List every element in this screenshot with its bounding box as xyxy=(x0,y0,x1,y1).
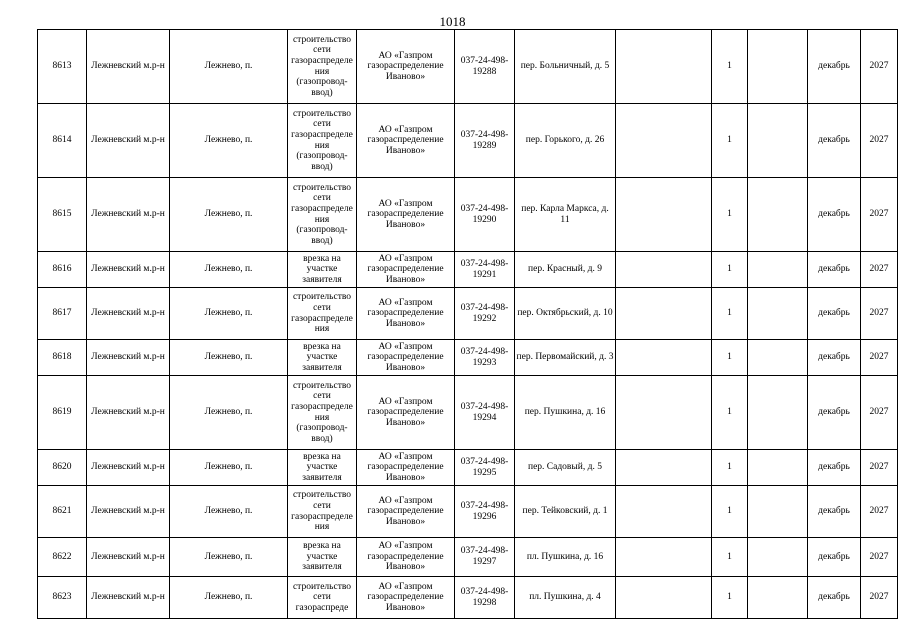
district-cell: Лежневский м.р-н xyxy=(87,486,170,538)
empty-cell xyxy=(748,340,808,376)
registry-table xyxy=(37,29,898,619)
empty-cell xyxy=(748,577,808,619)
row-number: 8614 xyxy=(38,104,87,178)
work-type-cell: строительство сети газораспределения (газопровод-ввод) xyxy=(288,178,357,252)
empty-cell xyxy=(748,104,808,178)
work-type-cell: строительство сети газораспределения (газопровод-ввод) xyxy=(288,376,357,450)
address-cell: пер. Октябрьский, д. 10 xyxy=(515,288,616,340)
locality-cell: Лежнево, п. xyxy=(170,340,288,376)
work-type-cell: врезка на участке заявителя xyxy=(288,340,357,376)
table-row xyxy=(38,577,898,619)
code-cell: 037-24-498-19289 xyxy=(455,104,515,178)
quantity-cell: 1 xyxy=(712,486,748,538)
address-cell: пл. Пушкина, д. 4 xyxy=(515,577,616,619)
empty-cell xyxy=(748,538,808,577)
table-row xyxy=(38,252,898,288)
organization-cell: АО «Газпром газораспределение Иваново» xyxy=(357,376,455,450)
work-type-cell: врезка на участке заявителя xyxy=(288,252,357,288)
row-number: 8623 xyxy=(38,577,87,619)
code-cell: 037-24-498-19297 xyxy=(455,538,515,577)
row-number: 8617 xyxy=(38,288,87,340)
year-cell: 2027 xyxy=(861,104,898,178)
empty-cell xyxy=(616,288,712,340)
quantity-cell: 1 xyxy=(712,104,748,178)
row-number: 8621 xyxy=(38,486,87,538)
empty-cell xyxy=(748,376,808,450)
work-type-cell: строительство сети газораспреде xyxy=(288,577,357,619)
year-cell: 2027 xyxy=(861,538,898,577)
district-cell: Лежневский м.р-н xyxy=(87,288,170,340)
row-number: 8615 xyxy=(38,178,87,252)
year-cell: 2027 xyxy=(861,340,898,376)
row-number: 8618 xyxy=(38,340,87,376)
empty-cell xyxy=(748,178,808,252)
empty-cell xyxy=(748,252,808,288)
page-number: 1018 xyxy=(439,14,466,29)
empty-cell xyxy=(748,30,808,104)
quantity-cell: 1 xyxy=(712,252,748,288)
locality-cell: Лежнево, п. xyxy=(170,538,288,577)
organization-cell: АО «Газпром газораспределение Иваново» xyxy=(357,30,455,104)
organization-cell: АО «Газпром газораспределение Иваново» xyxy=(357,486,455,538)
locality-cell: Лежнево, п. xyxy=(170,252,288,288)
empty-cell xyxy=(748,486,808,538)
work-type-cell: строительство сети газораспределения xyxy=(288,288,357,340)
quantity-cell: 1 xyxy=(712,30,748,104)
table-row xyxy=(38,288,898,340)
month-cell: декабрь xyxy=(808,340,861,376)
work-type-cell: строительство сети газораспределения xyxy=(288,486,357,538)
row-number: 8613 xyxy=(38,30,87,104)
district-cell: Лежневский м.р-н xyxy=(87,376,170,450)
month-cell: декабрь xyxy=(808,376,861,450)
locality-cell: Лежнево, п. xyxy=(170,376,288,450)
locality-cell: Лежнево, п. xyxy=(170,288,288,340)
empty-cell xyxy=(748,288,808,340)
locality-cell: Лежнево, п. xyxy=(170,486,288,538)
quantity-cell: 1 xyxy=(712,376,748,450)
table-row xyxy=(38,376,898,450)
month-cell: декабрь xyxy=(808,178,861,252)
code-cell: 037-24-498-19294 xyxy=(455,376,515,450)
address-cell: пер. Красный, д. 9 xyxy=(515,252,616,288)
empty-cell xyxy=(616,252,712,288)
locality-cell: Лежнево, п. xyxy=(170,178,288,252)
month-cell: декабрь xyxy=(808,288,861,340)
empty-cell xyxy=(616,376,712,450)
work-type-cell: врезка на участке заявителя xyxy=(288,538,357,577)
locality-cell: Лежнево, п. xyxy=(170,30,288,104)
empty-cell xyxy=(748,450,808,486)
row-number: 8619 xyxy=(38,376,87,450)
month-cell: декабрь xyxy=(808,30,861,104)
table-row xyxy=(38,340,898,376)
year-cell: 2027 xyxy=(861,288,898,340)
district-cell: Лежневский м.р-н xyxy=(87,178,170,252)
address-cell: пер. Садовый, д. 5 xyxy=(515,450,616,486)
code-cell: 037-24-498-19293 xyxy=(455,340,515,376)
code-cell: 037-24-498-19288 xyxy=(455,30,515,104)
address-cell: пер. Горького, д. 26 xyxy=(515,104,616,178)
empty-cell xyxy=(616,104,712,178)
district-cell: Лежневский м.р-н xyxy=(87,450,170,486)
table-row xyxy=(38,30,898,104)
address-cell: пер. Пушкина, д. 16 xyxy=(515,376,616,450)
district-cell: Лежневский м.р-н xyxy=(87,30,170,104)
empty-cell xyxy=(616,450,712,486)
organization-cell: АО «Газпром газораспределение Иваново» xyxy=(357,288,455,340)
district-cell: Лежневский м.р-н xyxy=(87,577,170,619)
organization-cell: АО «Газпром газораспределение Иваново» xyxy=(357,340,455,376)
work-type-cell: строительство сети газораспределения (газопровод-ввод) xyxy=(288,30,357,104)
table-row xyxy=(38,104,898,178)
month-cell: декабрь xyxy=(808,104,861,178)
table-row xyxy=(38,450,898,486)
code-cell: 037-24-498-19290 xyxy=(455,178,515,252)
month-cell: декабрь xyxy=(808,486,861,538)
row-number: 8616 xyxy=(38,252,87,288)
quantity-cell: 1 xyxy=(712,340,748,376)
work-type-cell: врезка на участке заявителя xyxy=(288,450,357,486)
code-cell: 037-24-498-19295 xyxy=(455,450,515,486)
locality-cell: Лежнево, п. xyxy=(170,450,288,486)
month-cell: декабрь xyxy=(808,577,861,619)
year-cell: 2027 xyxy=(861,450,898,486)
month-cell: декабрь xyxy=(808,450,861,486)
locality-cell: Лежнево, п. xyxy=(170,577,288,619)
district-cell: Лежневский м.р-н xyxy=(87,104,170,178)
address-cell: пер. Карла Маркса, д. 11 xyxy=(515,178,616,252)
empty-cell xyxy=(616,178,712,252)
quantity-cell: 1 xyxy=(712,450,748,486)
month-cell: декабрь xyxy=(808,538,861,577)
empty-cell xyxy=(616,538,712,577)
quantity-cell: 1 xyxy=(712,288,748,340)
work-type-cell: строительство сети газораспределения (газопровод-ввод) xyxy=(288,104,357,178)
empty-cell xyxy=(616,486,712,538)
year-cell: 2027 xyxy=(861,178,898,252)
empty-cell xyxy=(616,30,712,104)
code-cell: 037-24-498-19292 xyxy=(455,288,515,340)
address-cell: пер. Первомайский, д. 3 xyxy=(515,340,616,376)
quantity-cell: 1 xyxy=(712,178,748,252)
organization-cell: АО «Газпром газораспределение Иваново» xyxy=(357,252,455,288)
district-cell: Лежневский м.р-н xyxy=(87,538,170,577)
organization-cell: АО «Газпром газораспределение Иваново» xyxy=(357,450,455,486)
table-row xyxy=(38,486,898,538)
locality-cell: Лежнево, п. xyxy=(170,104,288,178)
address-cell: пл. Пушкина, д. 16 xyxy=(515,538,616,577)
organization-cell: АО «Газпром газораспределение Иваново» xyxy=(357,538,455,577)
year-cell: 2027 xyxy=(861,252,898,288)
quantity-cell: 1 xyxy=(712,577,748,619)
table-row xyxy=(38,538,898,577)
month-cell: декабрь xyxy=(808,252,861,288)
address-cell: пер. Тейковский, д. 1 xyxy=(515,486,616,538)
year-cell: 2027 xyxy=(861,30,898,104)
district-cell: Лежневский м.р-н xyxy=(87,252,170,288)
year-cell: 2027 xyxy=(861,376,898,450)
address-cell: пер. Больничный, д. 5 xyxy=(515,30,616,104)
organization-cell: АО «Газпром газораспределение Иваново» xyxy=(357,104,455,178)
code-cell: 037-24-498-19298 xyxy=(455,577,515,619)
organization-cell: АО «Газпром газораспределение Иваново» xyxy=(357,178,455,252)
table-row xyxy=(38,178,898,252)
code-cell: 037-24-498-19296 xyxy=(455,486,515,538)
empty-cell xyxy=(616,340,712,376)
row-number: 8622 xyxy=(38,538,87,577)
empty-cell xyxy=(616,577,712,619)
quantity-cell: 1 xyxy=(712,538,748,577)
code-cell: 037-24-498-19291 xyxy=(455,252,515,288)
row-number: 8620 xyxy=(38,450,87,486)
year-cell: 2027 xyxy=(861,486,898,538)
district-cell: Лежневский м.р-н xyxy=(87,340,170,376)
year-cell: 2027 xyxy=(861,577,898,619)
organization-cell: АО «Газпром газораспределение Иваново» xyxy=(357,577,455,619)
